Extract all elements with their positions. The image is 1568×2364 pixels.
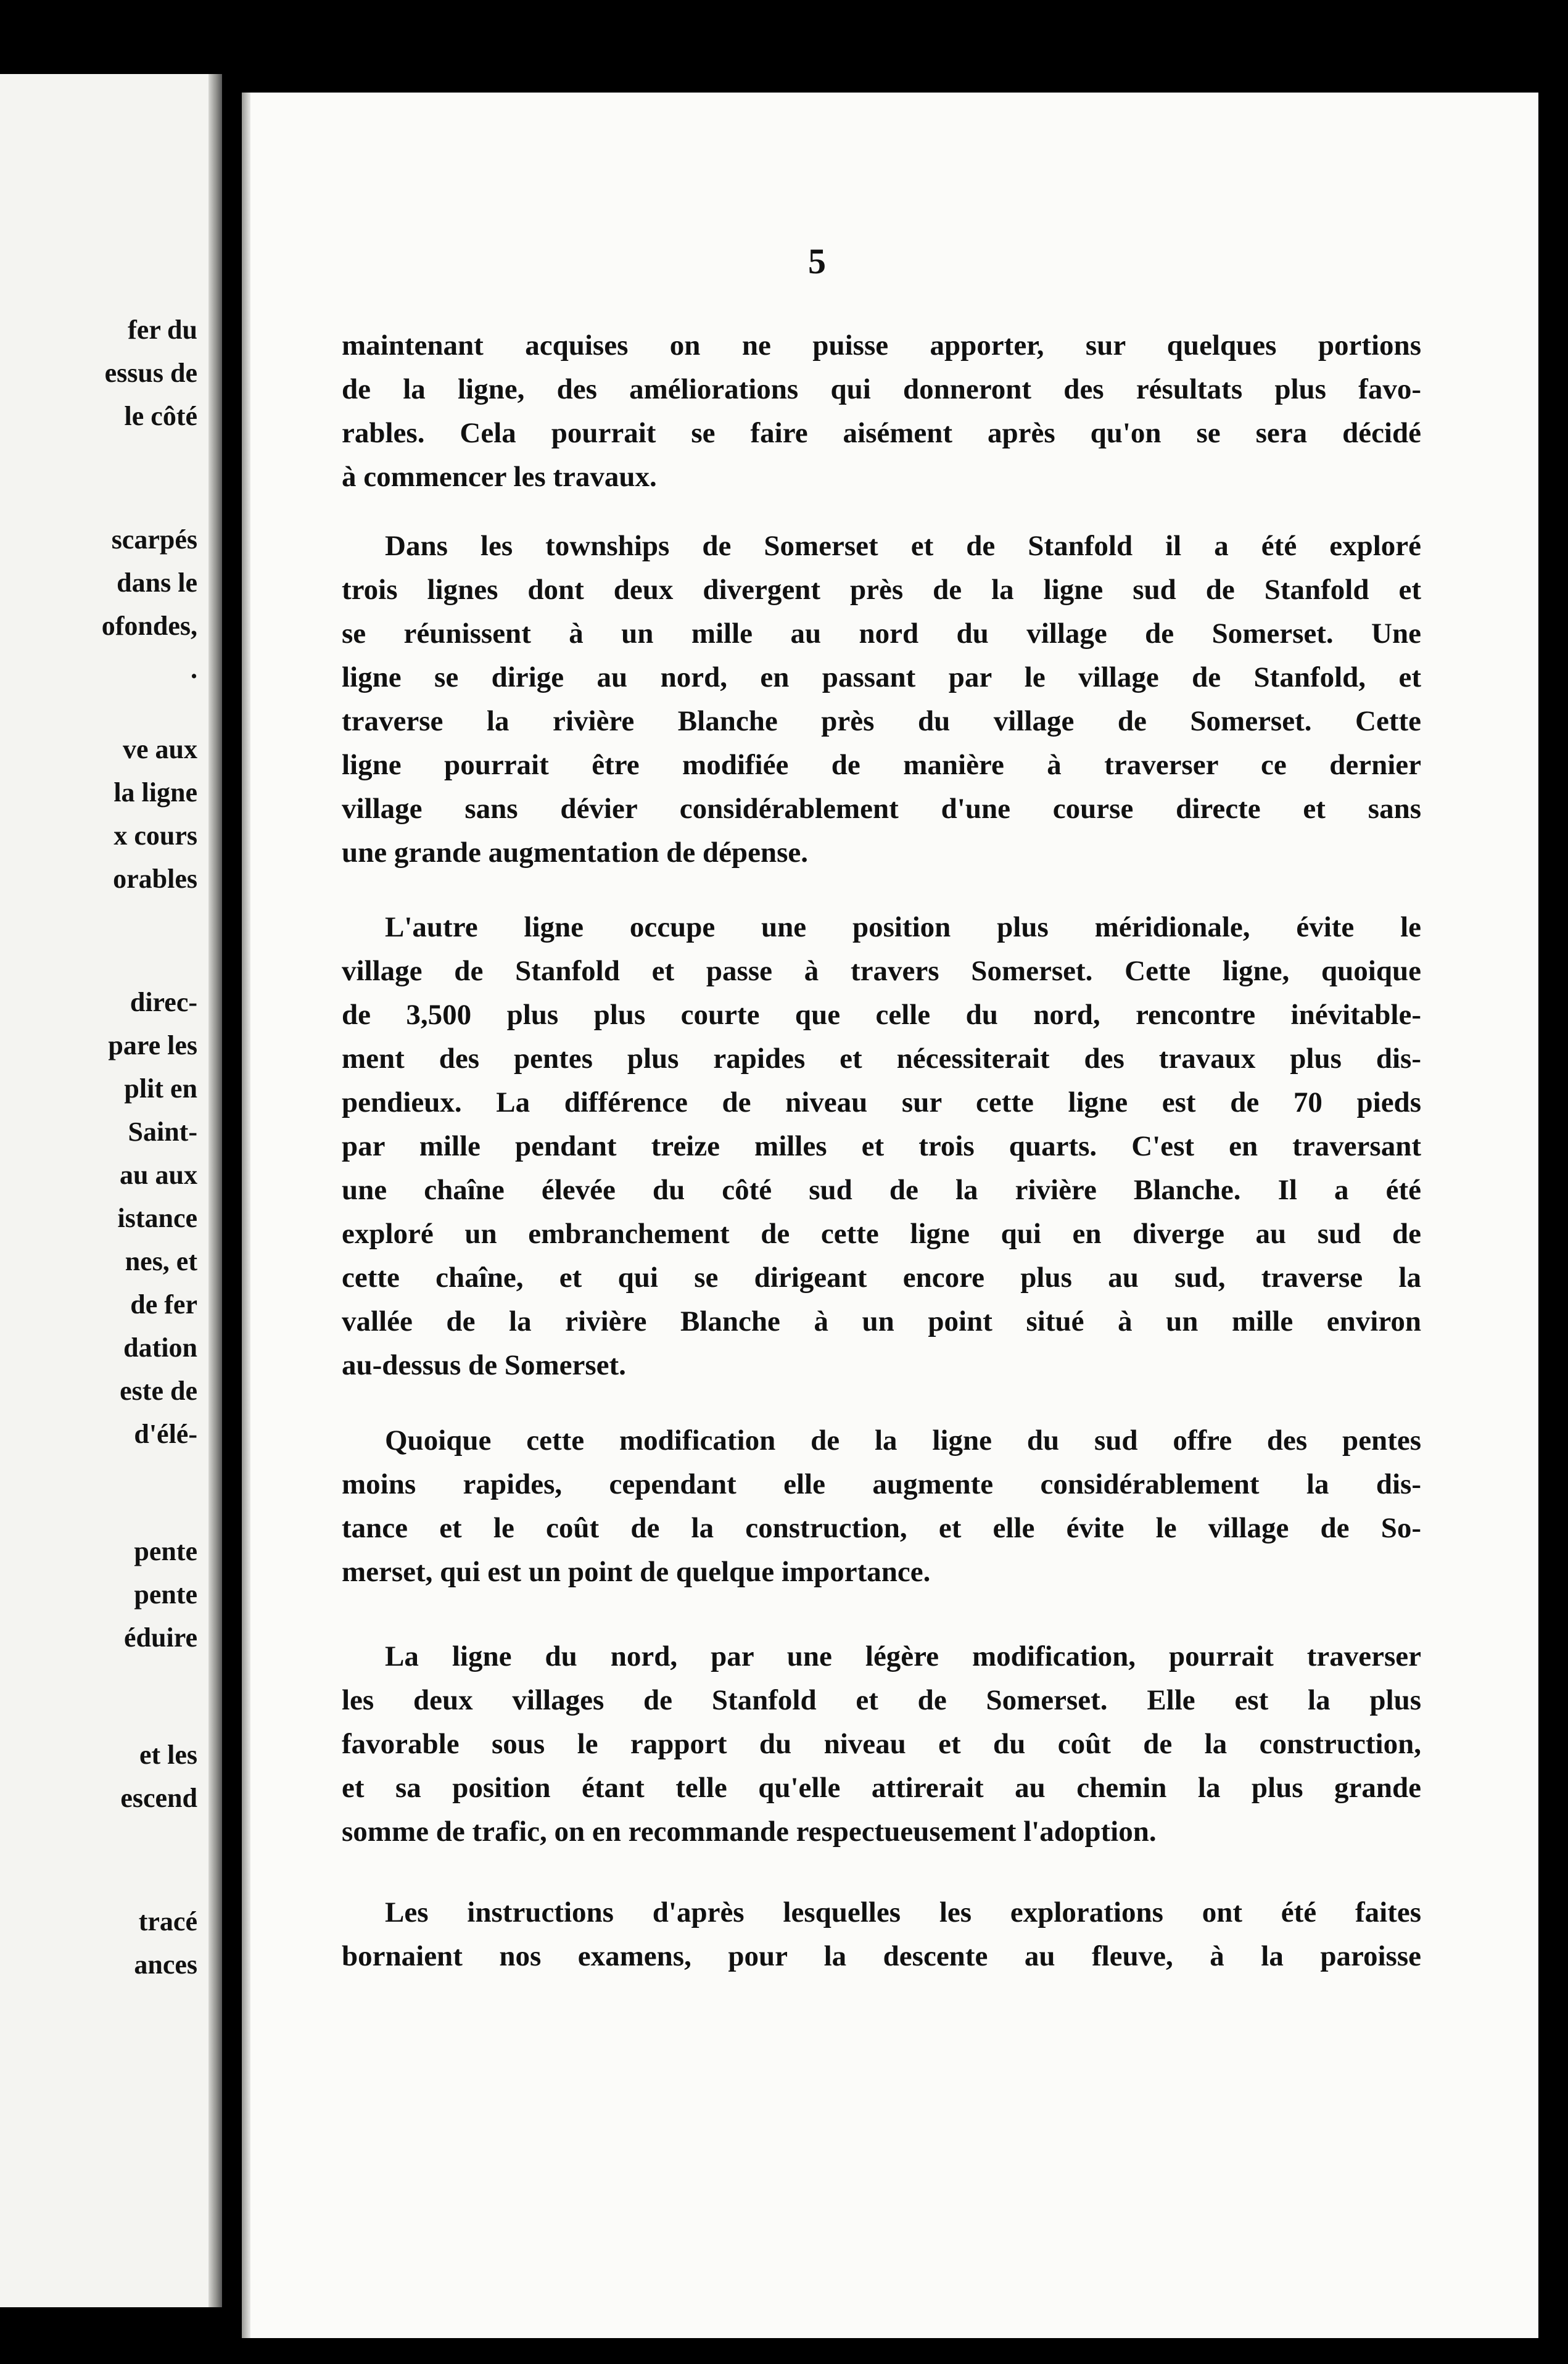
left-fragment-line: escend	[120, 1783, 197, 1813]
left-fragment-line: este de	[120, 1376, 197, 1406]
left-fragment-line: .	[191, 654, 197, 684]
text-line: ment des pentes plus rapides et nécessiterait des travaux plus dis-	[342, 1043, 1421, 1075]
text-line: Les instructions d'après lesquelles les explorations ont été faites	[385, 1896, 1421, 1928]
text-line: rables. Cela pourrait se faire aisément après qu'on se sera décidé	[342, 417, 1421, 449]
left-fragment-line: pare les	[108, 1030, 197, 1060]
text-line: Dans les townships de Somerset et de Stanfold il a été exploré	[385, 530, 1421, 562]
text-line: pendieux. La différence de niveau sur cette ligne est de 70 pieds	[342, 1086, 1421, 1118]
text-line: et sa position étant telle qu'elle attirerait au chemin la plus grande	[342, 1772, 1421, 1804]
text-line: ligne pourrait être modifiée de manière à traverser ce dernier	[342, 749, 1421, 781]
left-fragment-line: fer du	[128, 315, 197, 345]
left-fragment-line: tracé	[138, 1906, 197, 1936]
text-line: somme de trafic, on en recommande respectueusement l'adoption.	[342, 1816, 1157, 1848]
left-fragment-line: x cours	[113, 820, 197, 851]
left-fragment-line: pente	[134, 1579, 197, 1610]
text-line: traverse la rivière Blanche près du village de Somerset. Cette	[342, 705, 1421, 737]
left-fragment-line: ances	[134, 1949, 197, 1980]
page-number: 5	[808, 241, 826, 281]
left-fragment-line: et les	[139, 1740, 197, 1770]
left-fragment-line: dans le	[117, 568, 197, 598]
left-fragment-line: dation	[123, 1333, 197, 1363]
paragraph-5	[342, 1635, 1421, 1854]
text-line: village de Stanfold et passe à travers Somerset. Cette ligne, quoique	[342, 955, 1421, 987]
left-fragment-line: istance	[117, 1203, 197, 1233]
left-fragment-group-7	[134, 1900, 197, 1986]
left-fragment-line: direc-	[130, 987, 197, 1017]
text-line: exploré un embranchement de cette ligne qui en diverge au sud de	[342, 1218, 1421, 1250]
left-fragment-line: de fer	[130, 1289, 197, 1320]
left-fragment-line: le côté	[124, 401, 197, 431]
text-line: village sans dévier considérablement d'une course directe et sans	[342, 793, 1421, 825]
text-line: ligne se dirige au nord, en passant par le village de Stanfold, et	[342, 661, 1421, 693]
text-line: de la ligne, des améliorations qui donneront des résultats plus favo-	[342, 373, 1421, 405]
text-line: de 3,500 plus plus courte que celle du nord, rencontre inévitable-	[342, 999, 1421, 1031]
page-binding-shadow	[242, 93, 250, 2338]
left-fragment-line: ofondes,	[101, 611, 197, 641]
text-line: à commencer les travaux.	[342, 461, 657, 493]
left-fragment-line: orables	[113, 864, 197, 894]
left-fragment-line: plit en	[124, 1073, 197, 1104]
left-fragment-line: Saint-	[128, 1117, 197, 1147]
text-line: les deux villages de Stanfold et de Somerset. Elle est la plus	[342, 1684, 1421, 1716]
paragraph-6	[342, 1891, 1421, 1978]
text-line: La ligne du nord, par une légère modification, pourrait traverser	[385, 1640, 1421, 1672]
text-line: merset, qui est un point de quelque importance.	[342, 1556, 931, 1588]
text-line: moins rapides, cependant elle augmente considérablement la dis-	[342, 1468, 1421, 1500]
text-line: bornaient nos examens, pour la descente au fleuve, à la paroisse	[342, 1940, 1421, 1972]
text-line: cette chaîne, et qui se dirigeant encore plus au sud, traverse la	[342, 1262, 1421, 1294]
previous-page-fragment	[0, 74, 222, 2307]
left-fragment-line: d'élé-	[134, 1419, 197, 1449]
left-fragment-line: au aux	[120, 1160, 197, 1190]
left-fragment-line: éduire	[124, 1622, 197, 1653]
text-line: L'autre ligne occupe une position plus méridionale, évite le	[385, 911, 1421, 943]
left-fragment-line: nes, et	[125, 1246, 197, 1276]
paragraph-3	[342, 906, 1421, 1387]
left-fragment-group-1	[105, 308, 197, 438]
text-line: une chaîne élevée du côté sud de la rivière Blanche. Il a été	[342, 1174, 1421, 1206]
text-line: une grande augmentation de dépense.	[342, 837, 808, 869]
left-fragment-group-2	[102, 518, 197, 691]
left-fragment-group-4	[108, 981, 197, 1456]
left-fragment-line: pente	[134, 1536, 197, 1566]
left-fragment-group-6	[120, 1734, 197, 1820]
left-fragment-line: la ligne	[113, 777, 197, 808]
text-line: au-dessus de Somerset.	[342, 1349, 626, 1381]
page-gutter	[208, 74, 222, 2307]
text-line: tance et le coût de la construction, et elle évite le village de So-	[342, 1512, 1421, 1544]
left-fragment-line: essus de	[104, 358, 197, 388]
paragraph-2	[342, 524, 1421, 875]
left-fragment-group-5	[124, 1530, 197, 1659]
left-fragment-line: ve aux	[123, 734, 197, 764]
text-line: vallée de la rivière Blanche à un point situé à un mille environ	[342, 1305, 1421, 1337]
paragraph-4	[342, 1419, 1421, 1594]
document-page	[242, 93, 1538, 2338]
text-line: trois lignes dont deux divergent près de la ligne sud de Stanfold et	[342, 574, 1421, 606]
text-line: Quoique cette modification de la ligne du sud offre des pentes	[385, 1424, 1421, 1457]
paragraph-1	[342, 324, 1421, 499]
text-line: favorable sous le rapport du niveau et du coût de la construction,	[342, 1728, 1421, 1760]
text-line: maintenant acquises on ne puisse apporter, sur quelques portions	[342, 329, 1421, 362]
text-line: par mille pendant treize milles et trois quarts. C'est en traversant	[342, 1130, 1421, 1162]
text-line: se réunissent à un mille au nord du village de Somerset. Une	[342, 618, 1421, 650]
left-fragment-line: scarpés	[111, 524, 197, 555]
left-fragment-group-3	[113, 728, 197, 901]
